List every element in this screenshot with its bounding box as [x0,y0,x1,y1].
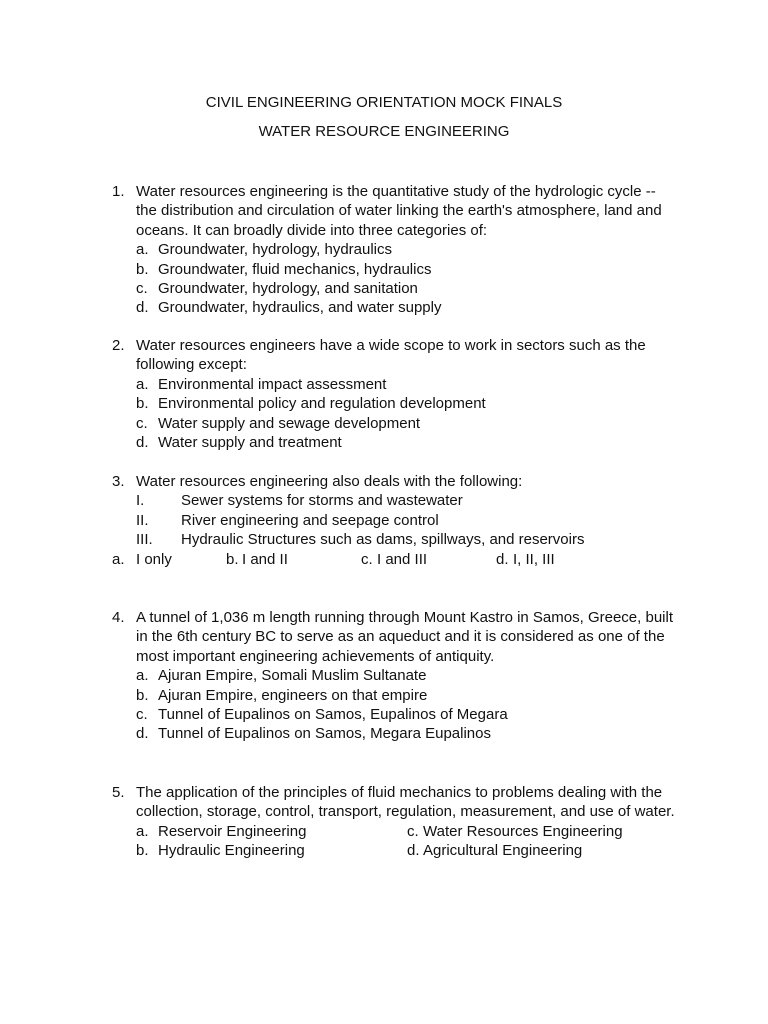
option-a [136,375,692,394]
option-text: Reservoir Engineering [158,822,307,840]
page-title: CIVIL ENGINEERING ORIENTATION MOCK FINALS [205,94,563,111]
question-5 [112,783,712,861]
page-subtitle: WATER RESOURCE ENGINEERING [258,123,510,140]
option-text: Tunnel of Eupalinos on Samos, Eupalinos of Megara [158,706,508,723]
statement-i [136,491,692,510]
option-letter: d. [136,299,149,317]
stem-line: collection, storage, control, transport, regulation, measurement, and use of water. [136,803,675,821]
answer-text: I, II, III [513,550,555,568]
options-row-1 [136,822,712,841]
question-number: 5. [112,784,125,801]
stem-line: The application of the principles of fluid mechanics to problems dealing with the [136,784,663,801]
stem-line: A tunnel of 1,036 m length running through Mount Kastro in Samos, Greece, built [136,609,673,626]
option-letter: b. [136,395,149,413]
answer-text: I only [136,550,172,568]
statement-numeral: III. [136,531,153,549]
option-letter: d. [136,433,149,451]
question-number: 4. [112,609,125,626]
option-text: Groundwater, hydraulics, and water supply [158,299,442,317]
option-text: Ajuran Empire, engineers on that empire [158,686,428,704]
option-letter: c. [136,280,148,297]
statement-text: Sewer systems for storms and wastewater [181,492,463,510]
question-2 [112,336,692,452]
question-stem [136,336,692,375]
question-number: 3. [112,473,125,490]
stem-line: oceans. It can broadly divide into three categories of: [136,221,488,239]
option-d [136,433,692,452]
stem-line: most important engineering achievements of antiquity. [136,647,495,665]
option-text: Groundwater, fluid mechanics, hydraulics [158,260,432,278]
option-text: Groundwater, hydrology, hydraulics [158,241,393,259]
question-stem [136,472,692,491]
options-row-2 [136,841,712,860]
option-text: Environmental impact assessment [158,375,387,393]
answer-text: I and III [377,550,428,568]
answer-text: I and II [242,550,288,568]
option-letter: b. [136,686,149,704]
option-a [136,666,692,685]
statement-ii [136,511,692,530]
question-stem [136,608,692,666]
stem-line: in the 6th century BC to serve as an aqueduct and it is considered as one of the [136,628,665,646]
statement-numeral: I. [136,492,145,510]
option-c [136,279,692,298]
option-letter: b. [136,260,149,278]
option-d [136,298,692,317]
option-text: Agricultural Engineering [423,842,583,860]
option-b [136,394,692,413]
option-letter: a. [136,241,149,259]
option-text: Groundwater, hydrology, and sanitation [158,280,418,297]
answer-letter: a. [112,550,125,568]
statement-text: River engineering and seepage control [181,511,439,529]
question-1 [112,182,692,318]
stem-line: Water resources engineering is the quantitative study of the hydrologic cycle -- [136,183,656,200]
stem-line: Water resources engineers have a wide scope to work in sectors such as the [136,337,646,354]
stem-line: following except: [136,356,247,374]
option-letter: b. [136,842,149,860]
option-letter: c. [136,414,148,432]
option-text: Environmental policy and regulation development [158,395,486,413]
statement-text: Hydraulic Structures such as dams, spillways, and reservoirs [181,531,585,549]
option-c [136,414,692,433]
option-text: Water supply and treatment [158,433,342,451]
option-letter: a. [136,375,149,393]
stem-line: Water resources engineering also deals with the following: [136,473,523,490]
option-a [136,240,692,259]
option-b [136,260,692,279]
option-letter: d. [136,725,149,743]
option-letter: c. [407,822,419,840]
statement-numeral: II. [136,511,149,529]
option-text: Water supply and sewage development [158,414,421,432]
answer-letter: c. [361,550,373,568]
option-d [136,724,692,743]
question-4 [112,608,692,744]
question-number: 1. [112,183,125,200]
option-letter: a. [136,667,149,685]
stem-line: the distribution and circulation of water linking the earth's atmosphere, land and [136,202,662,220]
option-text: Hydraulic Engineering [158,842,305,860]
option-text: Ajuran Empire, Somali Muslim Sultanate [158,667,427,685]
option-letter: d. [407,842,420,860]
statement-iii [136,530,692,549]
answer-choices [112,550,692,569]
question-3 [112,472,692,569]
option-b [136,686,692,705]
option-text: Water Resources Engineering [423,822,623,840]
option-letter: c. [136,706,148,723]
answer-letter: d. [496,550,509,568]
question-stem [136,182,692,240]
answer-letter: b. [226,550,239,568]
option-text: Tunnel of Eupalinos on Samos, Megara Eupalinos [158,725,491,743]
option-c [136,705,692,724]
option-letter: a. [136,822,149,840]
question-number: 2. [112,337,125,354]
question-stem [136,783,712,822]
